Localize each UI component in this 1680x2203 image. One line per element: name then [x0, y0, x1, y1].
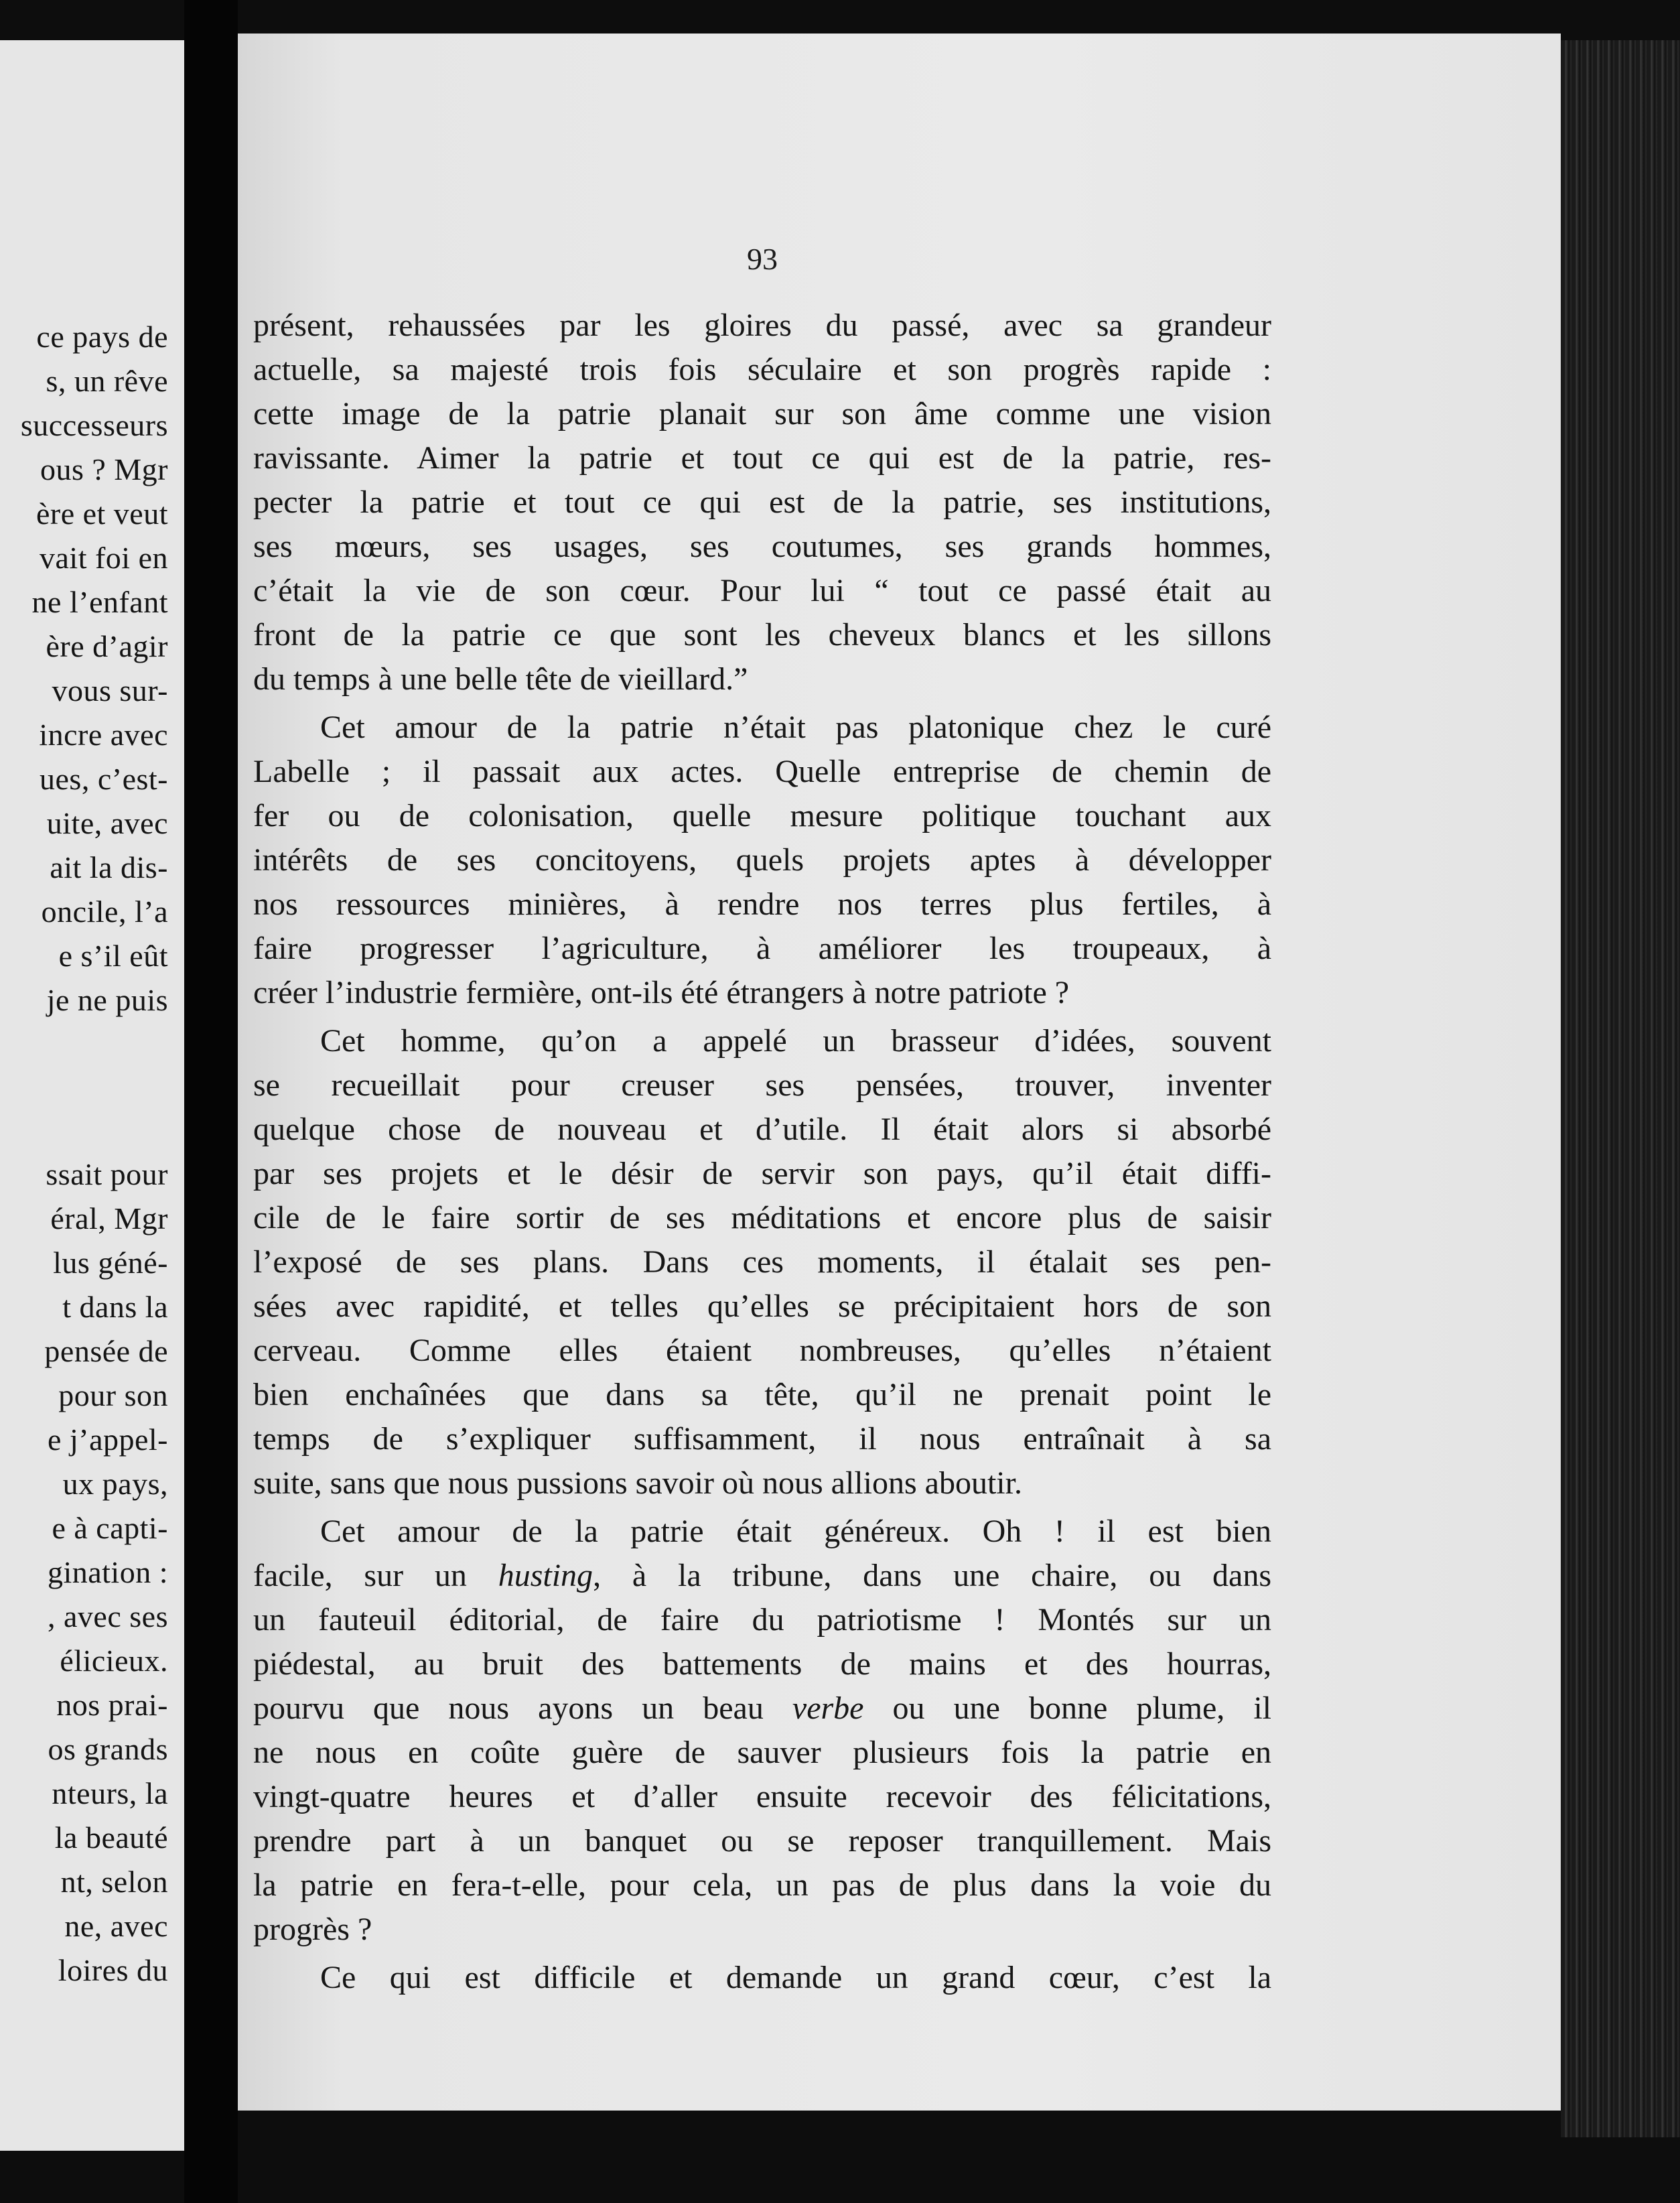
text-line: [253, 1692, 1271, 1725]
facing-page-line: ne l’enfant: [31, 585, 168, 619]
text-line: actuelle, sa majesté trois fois séculaire et son progrès rapide :: [253, 352, 1271, 387]
facing-page-line: s, un rêve: [46, 364, 168, 398]
text-line: l’exposé de ses plans. Dans ces moments, il étalait ses pen-: [253, 1244, 1271, 1280]
facing-page-line: e s’il eût: [58, 939, 168, 973]
facing-page-line: e j’appel-: [48, 1422, 168, 1457]
facing-page-line: gination :: [47, 1555, 168, 1589]
text-line: pecter la patrie et tout ce qui est de la patrie, ses institutions,: [253, 484, 1271, 520]
text-segment: facile, sur un: [253, 1558, 467, 1593]
text-line: cerveau. Comme elles étaient nombreuses, qu’elles n’étaient: [253, 1333, 1271, 1368]
facing-page: [0, 40, 184, 2151]
text-line: vingt-quatre heures et d’aller ensuite recevoir des félicitations,: [253, 1779, 1271, 1814]
facing-page-line: incre avec: [39, 718, 168, 752]
facing-page-line: la beauté: [54, 1820, 168, 1855]
text-segment: pourvu que nous ayons un beau: [253, 1690, 764, 1726]
facing-page-line: ne, avec: [64, 1909, 168, 1943]
facing-page-line: , avec ses: [48, 1599, 168, 1633]
text-line: se recueillait pour creuser ses pensées, trouver, inventer: [253, 1067, 1271, 1103]
text-line: par ses projets et le désir de servir son pays, qu’il était diffi-: [253, 1156, 1271, 1191]
text-line: prendre part à un banquet ou se reposer tranquillement. Mais: [253, 1823, 1271, 1859]
text-line: piédestal, au bruit des battements de mains et des hourras,: [253, 1646, 1271, 1682]
text-line: fer ou de colonisation, quelle mesure politique touchant aux: [253, 798, 1271, 833]
text-line: créer l’industrie fermière, ont-ils été étrangers à notre patriote ?: [253, 975, 1070, 1010]
text-line: la patrie en fera-t-elle, pour cela, un pas de plus dans la voie du: [253, 1867, 1271, 1903]
text-line: un fauteuil éditorial, de faire du patriotisme ! Montés sur un: [253, 1602, 1271, 1638]
text-line: c’était la vie de son cœur. Pour lui “ tout ce passé était au: [253, 573, 1271, 608]
facing-page-line: ère d’agir: [46, 629, 168, 663]
text-line: Labelle ; il passait aux actes. Quelle entreprise de chemin de: [253, 754, 1271, 789]
page-edges: [1561, 40, 1680, 2137]
text-line: faire progresser l’agriculture, à améliorer les troupeaux, à: [253, 931, 1271, 966]
text-line: ses mœurs, ses usages, ses coutumes, ses grands hommes,: [253, 529, 1271, 564]
facing-page-line: vait foi en: [40, 541, 168, 575]
italic-word: verbe: [792, 1690, 864, 1726]
text-line: progrès ?: [253, 1912, 372, 1947]
facing-page-line: ssait pour: [46, 1157, 168, 1191]
text-line: quelque chose de nouveau et d’utile. Il était alors si absorbé: [253, 1112, 1271, 1147]
facing-page-line: pensée de: [44, 1334, 168, 1368]
paragraph-first-line: Cet homme, qu’on a appelé un brasseur d’idées, souvent: [320, 1023, 1271, 1059]
facing-page-line: nteurs, la: [52, 1776, 168, 1810]
text-line: bien enchaînées que dans sa tête, qu’il ne prenait point le: [253, 1377, 1271, 1412]
text-segment: , à la tribune, dans une chaire, ou dans: [593, 1558, 1272, 1593]
page-number: 93: [747, 242, 778, 276]
text-line: ravissante. Aimer la patrie et tout ce qui est de la patrie, res-: [253, 440, 1271, 476]
facing-page-line: successeurs: [20, 408, 168, 442]
italic-word: husting: [498, 1558, 593, 1593]
text-line: ne nous en coûte guère de sauver plusieurs fois la patrie en: [253, 1735, 1271, 1770]
book-gutter: [184, 0, 238, 2203]
facing-page-line: ous ? Mgr: [40, 452, 168, 486]
text-line: [253, 1560, 1271, 1592]
facing-page-line: t dans la: [62, 1290, 168, 1324]
facing-page-line: lus géné-: [53, 1246, 168, 1280]
facing-page-line: ère et veut: [36, 496, 168, 531]
paragraph-first-line: Cet amour de la patrie était généreux. Oh ! il est bien: [320, 1514, 1271, 1549]
facing-page-line: uite, avec: [46, 806, 168, 840]
text-line: front de la patrie ce que sont les cheveux blancs et les sillons: [253, 617, 1271, 653]
facing-page-line: loires du: [58, 1953, 168, 1987]
facing-page-line: ux pays,: [62, 1467, 168, 1501]
text-line: sées avec rapidité, et telles qu’elles se précipitaient hors de son: [253, 1288, 1271, 1324]
facing-page-line: élicieux.: [60, 1644, 168, 1678]
facing-page-line: e à capti-: [52, 1511, 168, 1545]
facing-page-line: éral, Mgr: [50, 1201, 168, 1236]
paragraph-first-line: Ce qui est difficile et demande un grand cœur, c’est la: [320, 1960, 1271, 1995]
facing-page-line: nt, selon: [60, 1865, 168, 1899]
facing-page-line: ues, c’est-: [40, 762, 168, 796]
text-line: suite, sans que nous pussions savoir où nous allions aboutir.: [253, 1465, 1022, 1501]
facing-page-line: nos prai-: [56, 1688, 168, 1722]
text-segment: ou une bonne plume, il: [892, 1690, 1272, 1726]
text-line: cette image de la patrie planait sur son âme comme une vision: [253, 396, 1271, 431]
paragraph-first-line: Cet amour de la patrie n’était pas platonique chez le curé: [320, 710, 1271, 745]
facing-page-line: pour son: [58, 1378, 168, 1412]
text-line: cile de le faire sortir de ses méditations et encore plus de saisir: [253, 1200, 1271, 1236]
facing-page-line: oncile, l’a: [41, 894, 168, 929]
facing-page-line: ait la dis-: [50, 850, 168, 884]
text-line: intérêts de ses concitoyens, quels projets aptes à développer: [253, 842, 1271, 878]
text-line: nos ressources minières, à rendre nos terres plus fertiles, à: [253, 886, 1271, 922]
text-line: temps de s’expliquer suffisamment, il nous entraînait à sa: [253, 1421, 1271, 1457]
facing-page-line: vous sur-: [52, 673, 168, 708]
text-line: présent, rehaussées par les gloires du passé, avec sa grandeur: [253, 308, 1271, 343]
facing-page-line: je ne puis: [46, 983, 168, 1017]
facing-page-line: os grands: [48, 1732, 168, 1766]
facing-page-line: ce pays de: [36, 320, 168, 354]
text-line: du temps à une belle tête de vieillard.”: [253, 661, 748, 697]
